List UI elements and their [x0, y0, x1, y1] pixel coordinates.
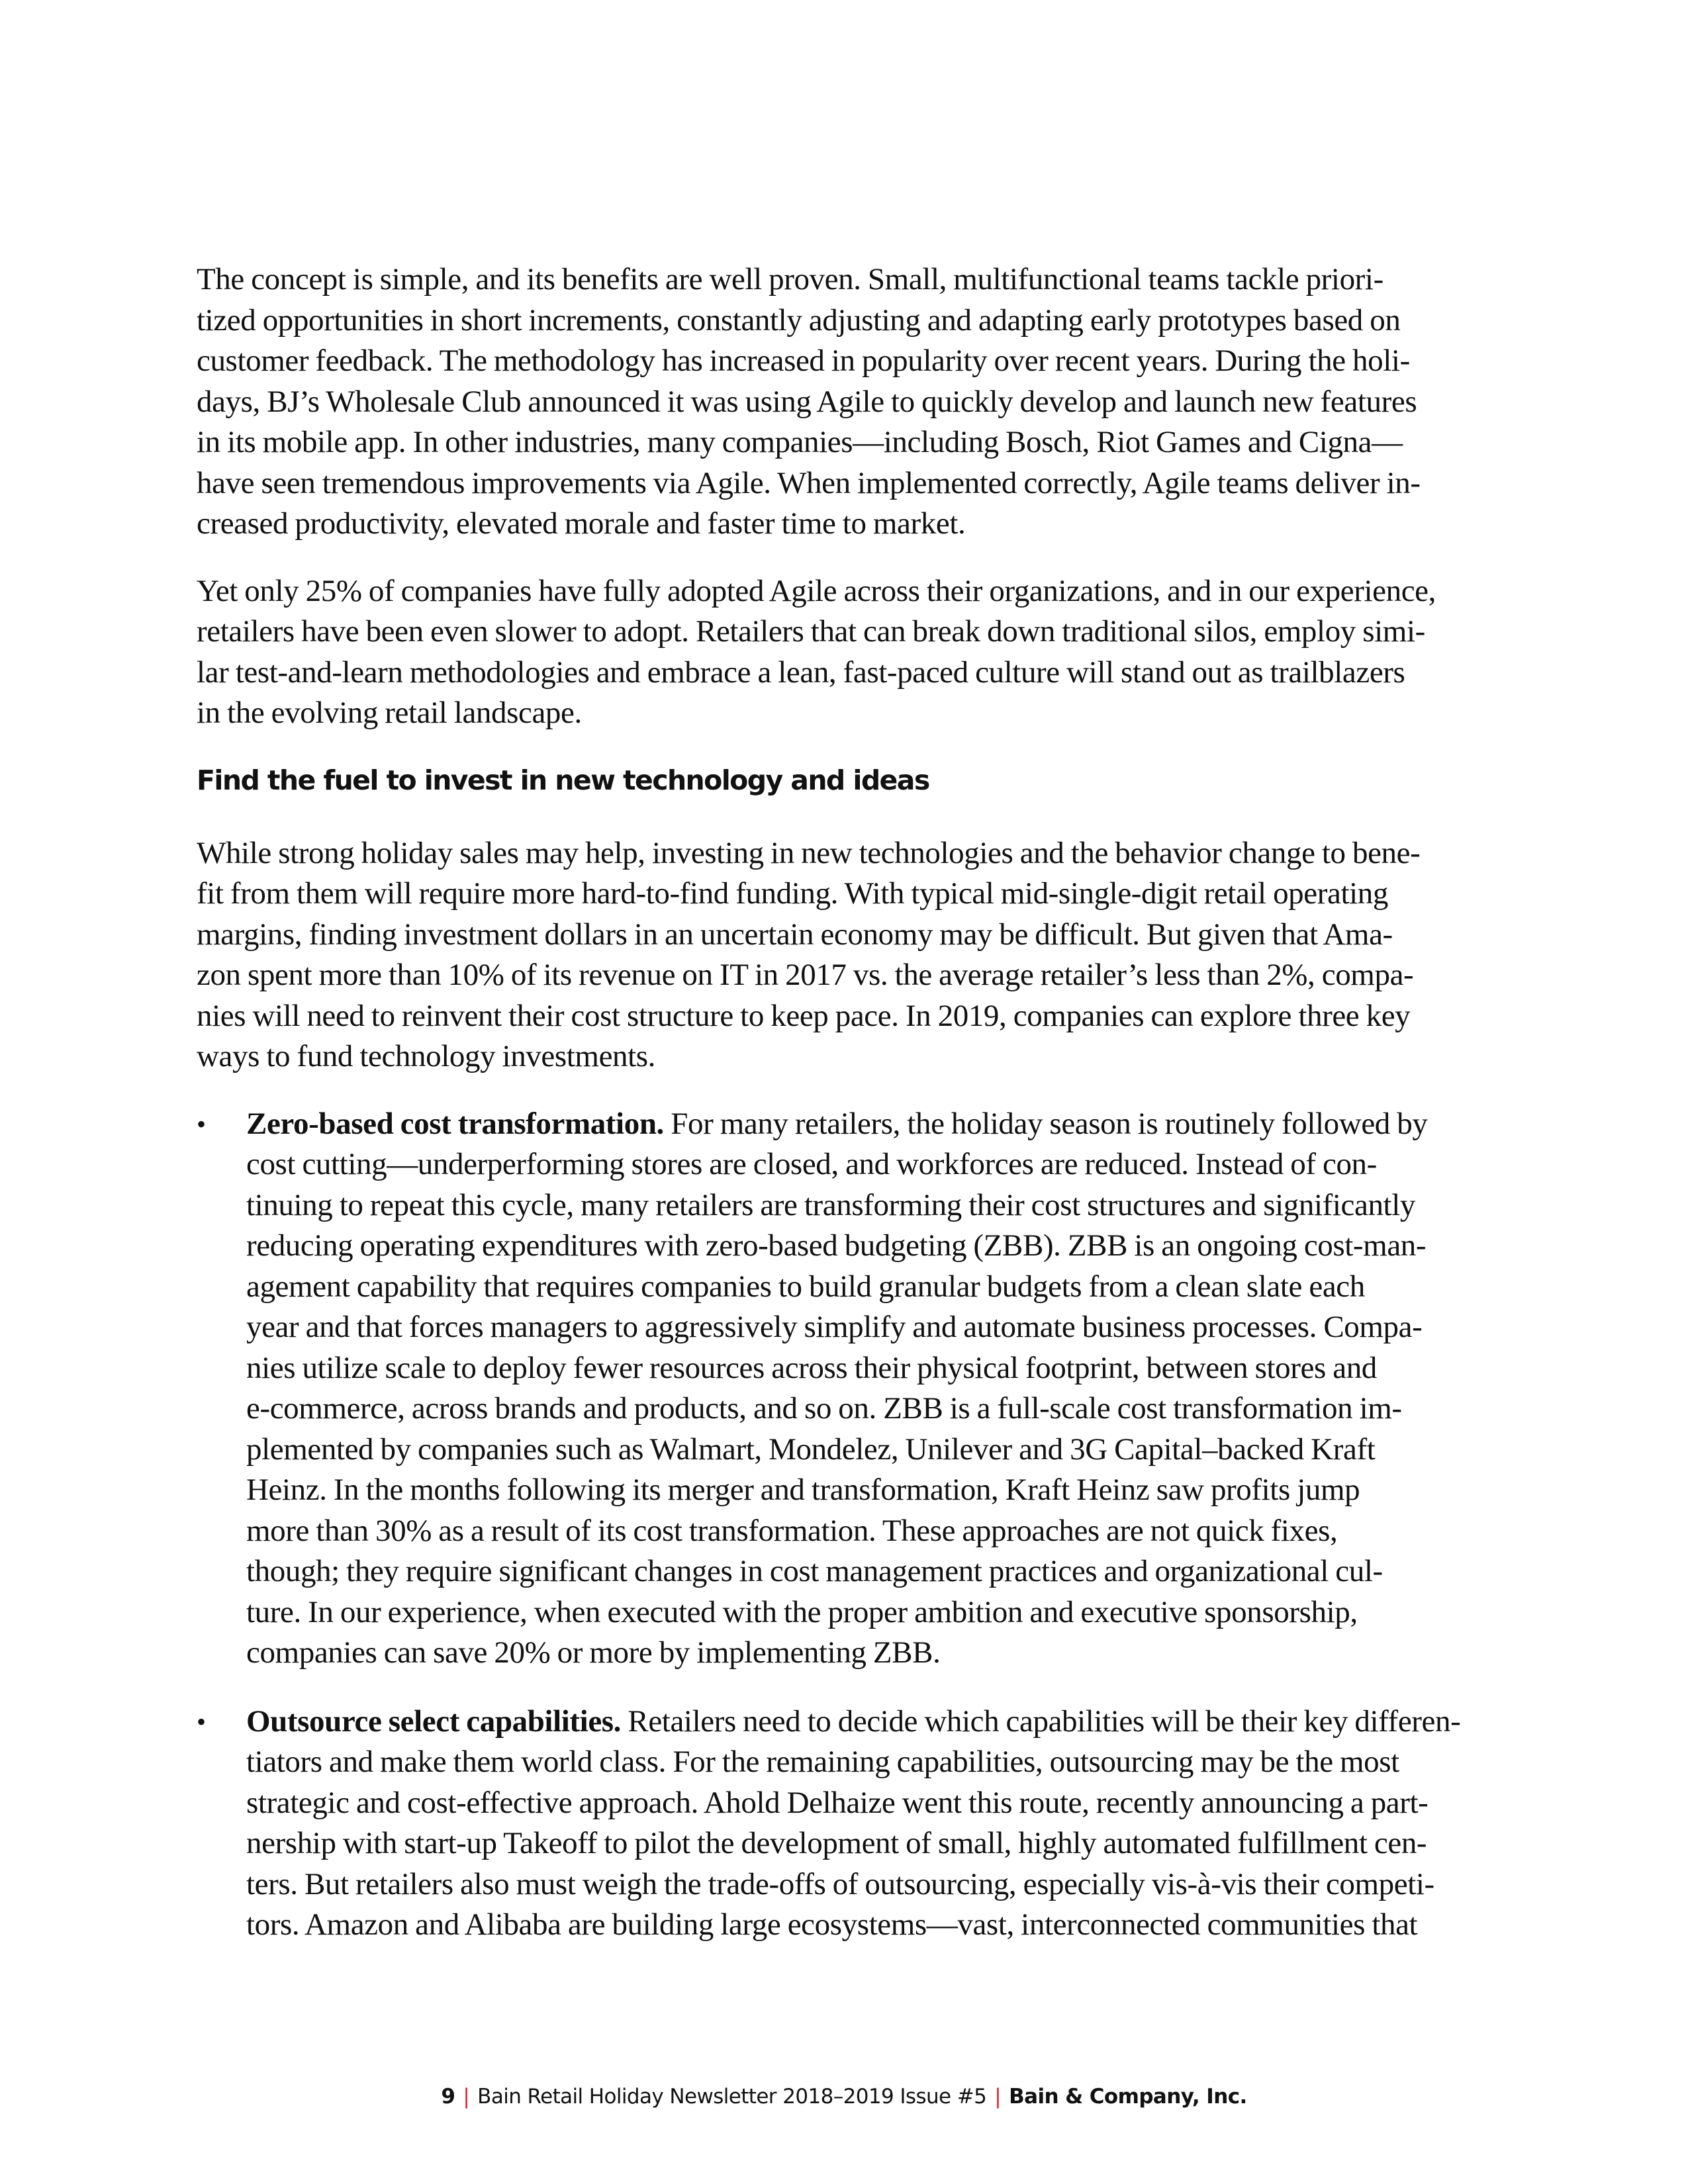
text-line: ways to fund technology investments.	[197, 1039, 656, 1073]
text-line: reducing operating expenditures with zero-based budgeting (ZBB). ZBB is an ongoing cost-man-	[246, 1228, 1427, 1263]
section-heading: Find the fuel to invest in new technology and ideas	[197, 764, 929, 796]
bullet-icon: •	[197, 1109, 206, 1139]
publication-title: Bain Retail Holiday Newsletter 2018–2019 Issue #5	[477, 2085, 987, 2109]
bullet-item-zero-based-cost	[197, 1104, 1494, 1674]
page-body	[197, 259, 1494, 1974]
text-line	[246, 1702, 1494, 1743]
text-line: While strong holiday sales may help, investing in new technologies and the behavior change to bene-	[197, 835, 1421, 870]
text-line: strategic and cost-effective approach. Ahold Delhaize went this route, recently announcing a part-	[246, 1785, 1429, 1820]
text-line: have seen tremendous improvements via Agile. When implemented correctly, Agile teams deliver in-	[197, 465, 1421, 500]
text-line: tiators and make them world class. For the remaining capabilities, outsourcing may be the most	[246, 1745, 1399, 1779]
text-line: creased productivity, elevated morale and faster time to market.	[197, 506, 966, 541]
text-line: The concept is simple, and its benefits are well proven. Small, multifunctional teams tackle priori-	[197, 262, 1383, 296]
text-line: fit from them will require more hard-to-find funding. With typical mid-single-digit retail operating	[197, 876, 1388, 911]
text-line: retailers have been even slower to adopt. Retailers that can break down traditional silos, employ simi-	[197, 614, 1425, 649]
paragraph-agile-adoption	[197, 571, 1494, 734]
footer-separator: |	[994, 2085, 1002, 2109]
text-line: days, BJ’s Wholesale Club announced it was using Agile to quickly develop and launch new features	[197, 384, 1417, 419]
page-footer	[0, 2085, 1688, 2109]
text-line: ters. But retailers also must weigh the trade-offs of outsourcing, especially vis-à-vis their competi-	[246, 1866, 1434, 1901]
bullet-list	[197, 1104, 1494, 1946]
footer-separator: |	[463, 2085, 470, 2109]
text-line: tors. Amazon and Alibaba are building large ecosystems—vast, interconnected communities that	[246, 1907, 1418, 1942]
text-line: Heinz. In the months following its merger and transformation, Kraft Heinz saw profits jump	[246, 1473, 1360, 1507]
text-line: though; they require significant changes in cost management practices and organizational cul-	[246, 1554, 1383, 1588]
text-line: customer feedback. The methodology has increased in popularity over recent years. During the holi-	[197, 343, 1410, 378]
bullet-lead: Outsource select capabilities.	[246, 1704, 622, 1739]
text-line: plemented by companies such as Walmart, Mondelez, Unilever and 3G Capital–backed Kraft	[246, 1432, 1376, 1467]
text-line: in its mobile app. In other industries, many companies—including Bosch, Riot Games and Cigna—	[197, 425, 1403, 459]
text-line: nies utilize scale to deploy fewer resources across their physical footprint, between stores and	[246, 1350, 1377, 1385]
text-line: agement capability that requires companies to build granular budgets from a clean slate each	[246, 1269, 1365, 1304]
text-line	[246, 1104, 1494, 1145]
text-line: nies will need to reinvent their cost structure to keep pace. In 2019, companies can explore three key	[197, 998, 1411, 1033]
bullet-icon: •	[197, 1706, 206, 1737]
text-line: lar test-and-learn methodologies and embrace a lean, fast-paced culture will stand out as trailblazers	[197, 655, 1405, 690]
text-line: tinuing to repeat this cycle, many retailers are transforming their cost structures and significantly	[246, 1187, 1415, 1222]
text-line: cost cutting—underperforming stores are closed, and workforces are reduced. Instead of con-	[246, 1147, 1377, 1181]
text-line: ture. In our experience, when executed with the proper ambition and executive sponsorship,	[246, 1594, 1358, 1629]
text-line: margins, finding investment dollars in an uncertain economy may be difficult. But given that Ama-	[197, 917, 1393, 952]
paragraph-funding	[197, 833, 1494, 1077]
bullet-first-line: For many retailers, the holiday season is routinely followed by	[663, 1106, 1428, 1141]
bullet-first-line: Retailers need to decide which capabilities will be their key differen-	[621, 1704, 1461, 1739]
bullet-item-outsource	[197, 1702, 1494, 1946]
text-line: more than 30% as a result of its cost transformation. These approaches are not quick fixes,	[246, 1513, 1338, 1548]
page-number: 9	[441, 2085, 455, 2109]
bullet-lead: Zero-based cost transformation.	[246, 1106, 664, 1141]
text-line: zon spent more than 10% of its revenue on IT in 2017 vs. the average retailer’s less than 2%, compa-	[197, 958, 1414, 992]
text-line: year and that forces managers to aggressively simplify and automate business processes. Compa-	[246, 1310, 1423, 1344]
paragraph-agile-concept	[197, 259, 1494, 545]
company-name: Bain & Company, Inc.	[1009, 2085, 1247, 2109]
text-line: tized opportunities in short increments, constantly adjusting and adapting early prototypes based on	[197, 302, 1401, 338]
text-line: nership with start-up Takeoff to pilot the development of small, highly automated fulfillment cen-	[246, 1826, 1427, 1860]
text-line: Yet only 25% of companies have fully adopted Agile across their organizations, and in our experience,	[197, 573, 1436, 608]
text-line: companies can save 20% or more by implementing ZBB.	[246, 1635, 941, 1670]
text-line: in the evolving retail landscape.	[197, 696, 582, 730]
text-line: e-commerce, across brands and products, and so on. ZBB is a full-scale cost transformation im-	[246, 1391, 1402, 1426]
